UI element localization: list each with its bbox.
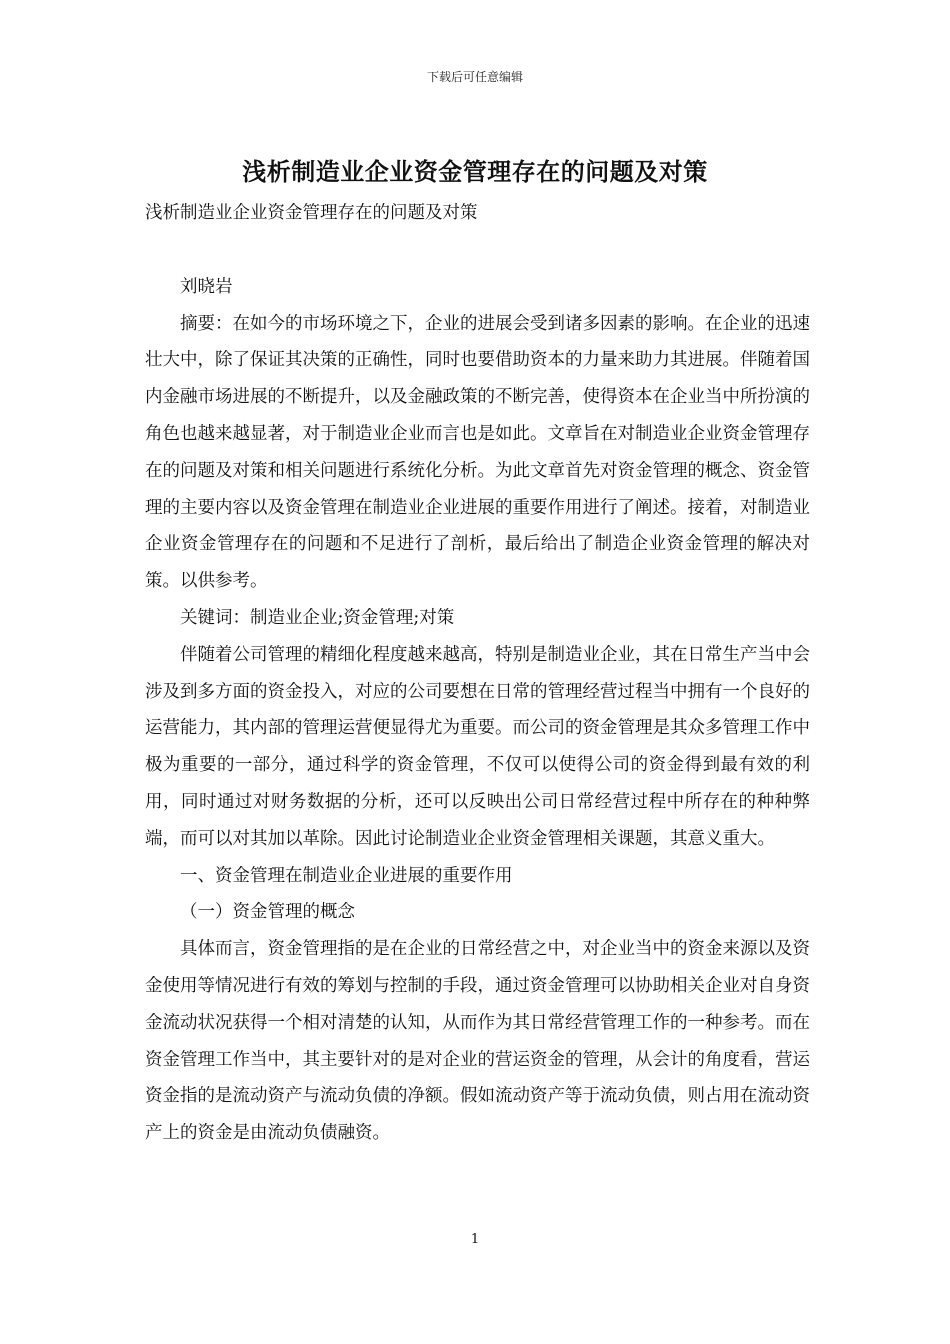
section-1-1-paragraph: 具体而言，资金管理指的是在企业的日常经营之中，对企业当中的资金来源以及资金使用等情况进行有效的筹划与控制的手段，通过资金管理可以协助相关企业对自身资金流动状况获得一个相对清楚的认知，从而作为其日常经营管理工作的一种参考。而在资金管理工作当中，其主要针对的是对企业的营运资金的管理，从会计的角度看，营运资金指的是流动资产与流动负债的净额。假如流动资产等于流动负债，则占用在流动资产上的资金是由流动负债融资。 <box>145 939 810 1144</box>
document-body <box>145 195 810 1152</box>
author-name: 刘晓岩 <box>180 276 233 297</box>
section-1-1-heading: （一）资金管理的概念 <box>180 902 355 923</box>
section-1-heading: 一、资金管理在制造业企业进展的重要作用 <box>180 865 513 886</box>
intro-paragraph: 伴随着公司管理的精细化程度越来越高，特别是制造业企业，其在日常生产当中会涉及到多方面的资金投入，对应的公司要想在日常的管理经营过程当中拥有一个良好的运营能力，其内部的管理运营便显得尤为重要。而公司的资金管理是其众多管理工作中极为重要的一部分，通过科学的资金管理，不仅可以使得公司的资金得到最有效的利用，同时通过对财务数据的分析，还可以反映出公司日常经营过程中所存在的种种弊端，而可以对其加以革除。因此讨论制造业企业资金管理相关课题，其意义重大。 <box>145 644 810 849</box>
header-note: 下载后可任意编辑 <box>426 70 523 84</box>
document-title: 浅析制造业企业资金管理存在的问题及对策 <box>242 157 708 186</box>
abstract-paragraph: 摘要：在如今的市场环境之下，企业的进展会受到诸多因素的影响。在企业的迅速壮大中，除了保证其决策的正确性，同时也要借助资本的力量来助力其进展。伴随着国内金融市场进展的不断提升，以及金融政策的不断完善，使得资本在企业当中所扮演的角色也越来越显著，对于制造业企业而言也是如此。文章旨在对制造业企业资金管理存在的问题及对策和相关问题进行系统化分析。为此文章首先对资金管理的概念、资金管理的主要内容以及资金管理在制造业企业进展的重要作用进行了阐述。接着，对制造业企业资金管理存在的问题和不足进行了剖析，最后给出了制造企业资金管理的解决对策。以供参考。 <box>145 313 810 592</box>
document-subtitle: 浅析制造业企业资金管理存在的问题及对策 <box>145 203 478 223</box>
page-number: 1 <box>470 1232 480 1247</box>
keywords-line: 关键词：制造业企业;资金管理;对策 <box>180 607 455 628</box>
